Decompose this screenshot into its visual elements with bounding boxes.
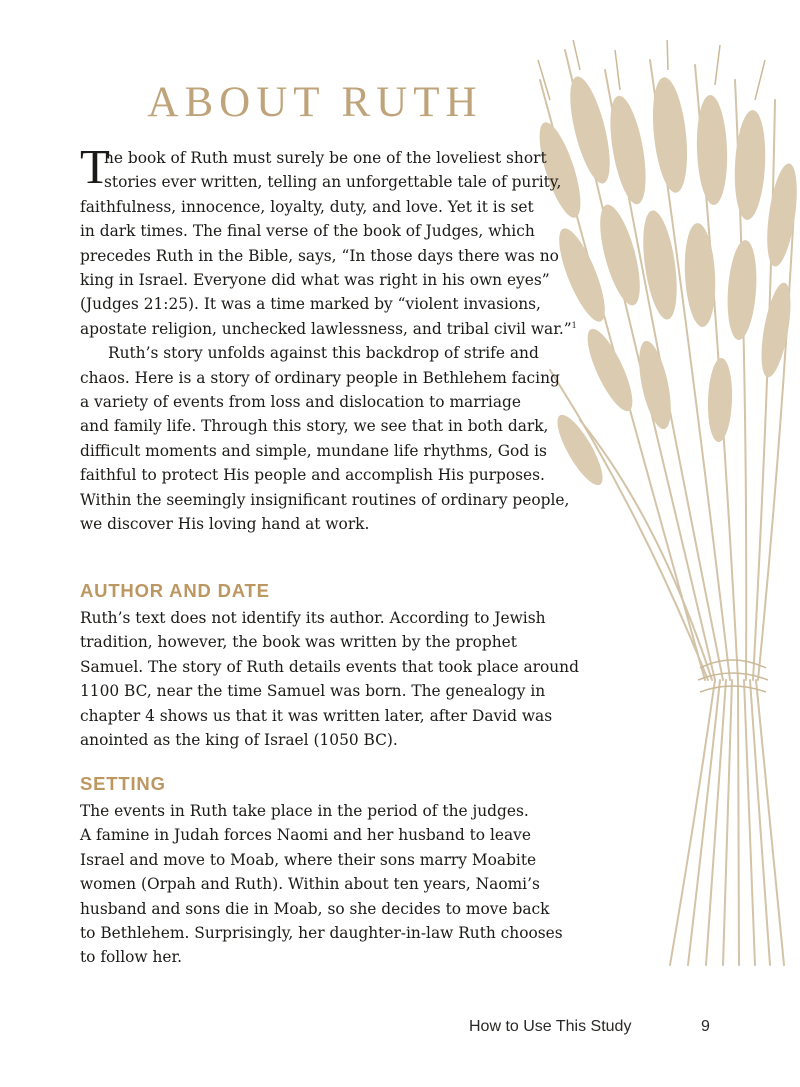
page-title: ABOUT RUTH [147,79,483,126]
text-line: husband and sons die in Moab, so she decides to move back [80,899,550,918]
text-line: chapter 4 shows us that it was written later, after David was [80,706,553,725]
running-footer-title: How to Use This Study [469,1018,632,1035]
text-line: he book of Ruth must surely be one of the loveliest short [104,149,547,167]
text-line: tradition, however, the book was written by the prophet [80,633,517,652]
text-line: in dark times. The final verse of the book of Judges, which [80,222,535,241]
setting-body [80,799,563,970]
text-line: A famine in Judah forces Naomi and her husband to leave [80,826,531,845]
text-line: faithfulness, innocence, loyalty, duty, and love. Yet it is set [80,197,534,216]
text-line: Samuel. The story of Ruth details events that took place around [80,657,579,676]
text-line: to Bethlehem. Surprisingly, her daughter-in-law Ruth chooses [80,924,563,943]
text-line: 1100 BC, near the time Samuel was born. The genealogy in [80,682,546,701]
text-line: difficult moments and simple, mundane life rhythms, God is [80,441,547,460]
text-line-last [80,317,577,341]
setting-heading: SETTING [80,773,166,794]
text-line: Ruth’s text does not identify its author. According to Jewish [80,609,546,627]
text-line: anointed as the king of Israel (1050 BC). [80,731,398,750]
text-line-content: apostate religion, unchecked lawlessness, and tribal civil war.” [80,319,572,338]
text-line: women (Orpah and Ruth). Within about ten years, Naomi’s [80,875,540,894]
text-line: Israel and move to Moab, where their sons marry Moabite [80,850,537,869]
text-line: Within the seemingly insignificant routines of ordinary people, [80,490,570,509]
intro-paragraph-1 [80,139,577,341]
text-line: and family life. Through this story, we see that in both dark, [80,417,549,436]
page-number: 9 [701,1018,710,1035]
text-line: king in Israel. Everyone did what was right in his own eyes” [80,271,550,290]
author-date-heading: AUTHOR AND DATE [80,580,270,601]
drop-cap: T [80,139,110,194]
intro-paragraph-2 [80,341,570,536]
text-line: chaos. Here is a story of ordinary people in Bethlehem facing [80,368,560,387]
text-line: (Judges 21:25). It was a time marked by “violent invasions, [80,295,541,314]
text-line: we discover His loving hand at work. [80,515,370,534]
text-line: faithful to protect His people and accomplish His purposes. [80,466,545,485]
footnote-marker: 1 [571,320,577,330]
text-line: precedes Ruth in the Bible, says, “In those days there was no [80,246,559,265]
text-line: a variety of events from loss and dislocation to marriage [80,393,521,412]
text-line: stories ever written, telling an unforgettable tale of purity, [104,173,562,192]
intro-body [80,139,577,537]
author-date-body [80,606,579,752]
text-line: Ruth’s story unfolds against this backdrop of strife and [108,344,539,363]
text-line: to follow her. [80,948,183,967]
text-line: The events in Ruth take place in the period of the judges. [80,802,529,820]
